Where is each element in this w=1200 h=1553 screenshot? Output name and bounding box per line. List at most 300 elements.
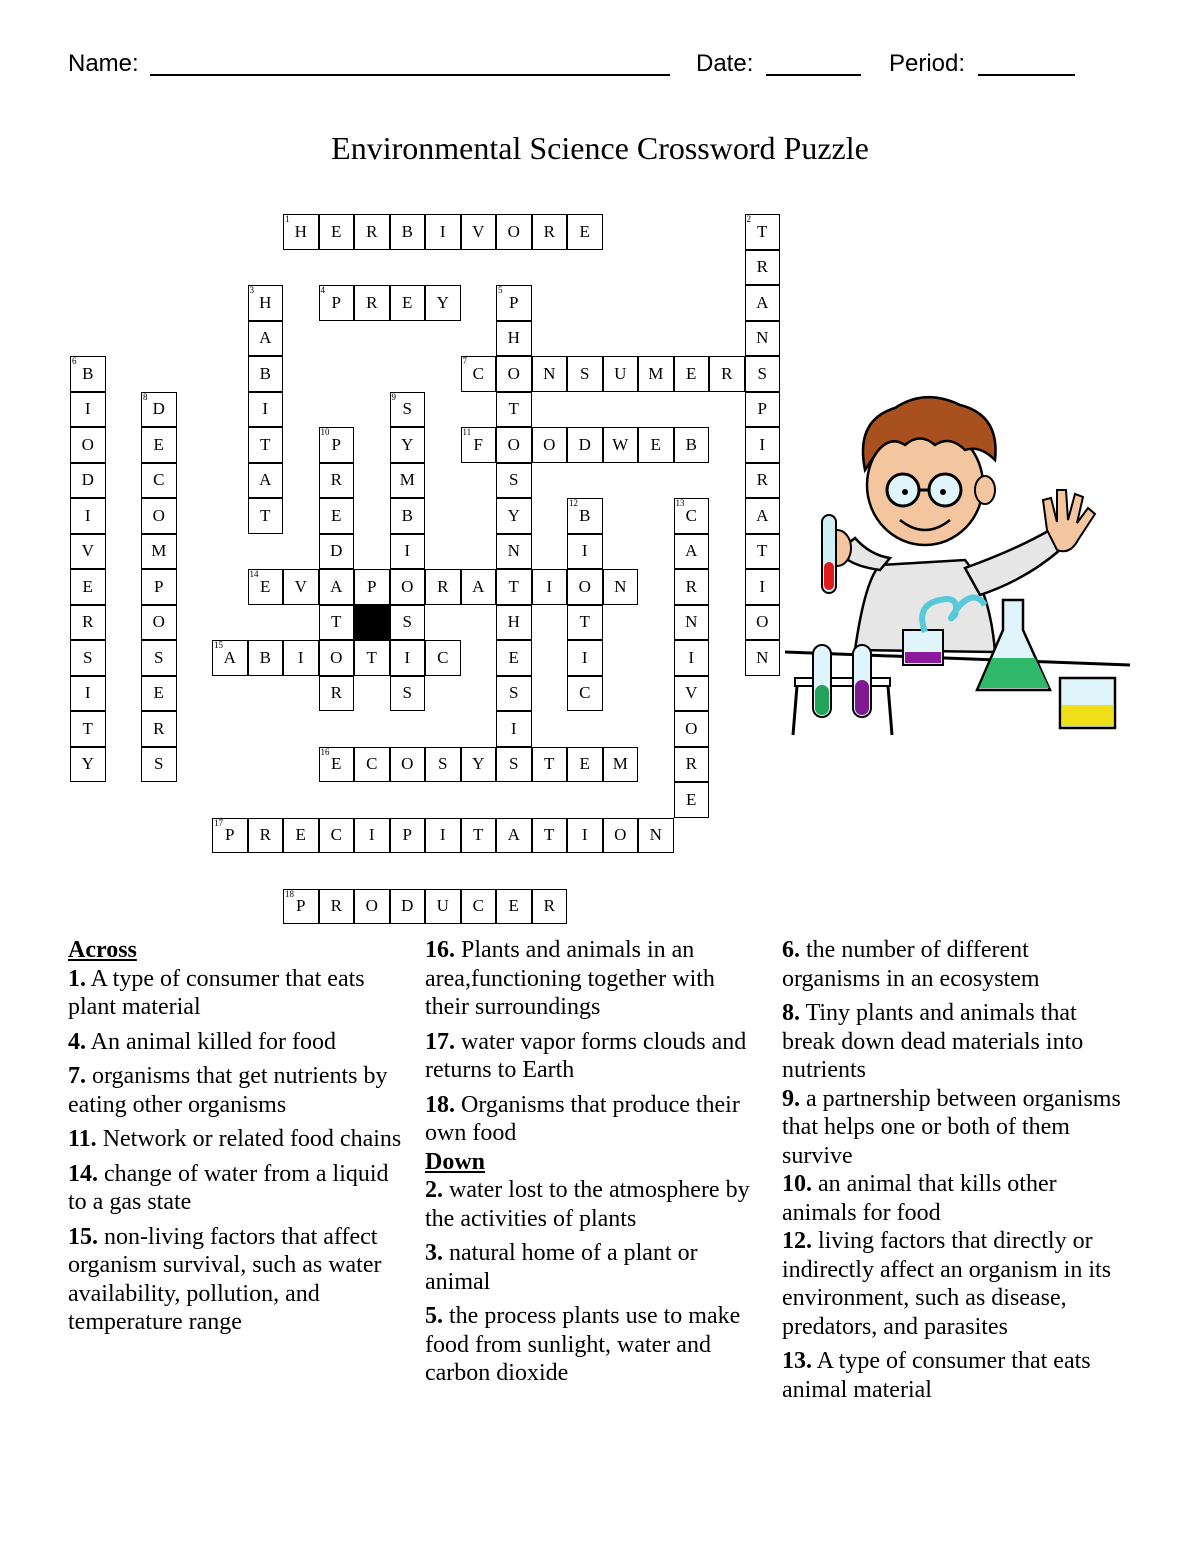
crossword-cell[interactable] — [674, 356, 710, 392]
crossword-cell[interactable] — [496, 676, 532, 712]
clue-down-8: 8. Tiny plants and animals that break down dead materials into nutrients — [782, 1000, 1084, 1083]
crossword-cell[interactable] — [212, 640, 248, 676]
cell-letter: H — [259, 292, 272, 312]
cell-letter: P — [331, 434, 341, 454]
clue-down-9: 9. a partnership between organisms that helps one or both of them survive — [782, 1085, 1121, 1169]
crossword-cell[interactable] — [390, 427, 426, 463]
cell-letter: T — [260, 434, 271, 454]
cell-letter: I — [404, 647, 411, 667]
crossword-cell[interactable] — [745, 214, 781, 250]
cell-letter: T — [544, 825, 555, 845]
crossword-cell[interactable] — [745, 605, 781, 641]
crossword-cell[interactable] — [354, 285, 390, 321]
crossword-cell[interactable] — [745, 250, 781, 286]
cell-letter: D — [578, 434, 591, 454]
crossword-cell[interactable] — [141, 605, 177, 641]
crossword-cell[interactable] — [745, 534, 781, 570]
cell-letter: E — [686, 363, 697, 383]
crossword-cell[interactable] — [461, 569, 497, 605]
crossword-cell[interactable] — [141, 463, 177, 499]
crossword-cell[interactable] — [496, 640, 532, 676]
cell-letter: I — [581, 541, 588, 561]
cell-letter: E — [295, 825, 306, 845]
cell-number: 16 — [320, 746, 330, 757]
clue-down-5: 5. the process plants use to make food from sunlight, water and carbon dioxide — [425, 1303, 741, 1386]
crossword-cell[interactable] — [141, 498, 177, 534]
crossword-cell[interactable] — [319, 463, 355, 499]
cell-letter: O — [578, 576, 591, 596]
cell-letter: P — [757, 399, 767, 419]
cell-letter: V — [81, 541, 94, 561]
crossword-cell[interactable] — [674, 605, 710, 641]
cell-letter: E — [650, 434, 661, 454]
cell-letter: B — [259, 363, 271, 383]
crossword-cell[interactable] — [248, 285, 284, 321]
crossword-cell[interactable] — [496, 711, 532, 747]
crossword-cell[interactable] — [425, 747, 461, 783]
clue-across-4: 4. An animal killed for food — [68, 1028, 336, 1055]
crossword-cell[interactable] — [603, 747, 639, 783]
cell-letter: T — [508, 576, 519, 596]
crossword-cell[interactable] — [567, 569, 603, 605]
cell-letter: E — [579, 754, 590, 774]
cell-number: 12 — [569, 498, 578, 508]
crossword-cell[interactable] — [496, 889, 532, 925]
cell-letter: R — [330, 683, 342, 703]
cell-letter: N — [543, 363, 556, 383]
cell-number: 15 — [214, 640, 223, 650]
cell-letter: O — [152, 505, 165, 525]
crossword-cell[interactable] — [567, 534, 603, 570]
cell-letter: Y — [401, 434, 414, 454]
crossword-cell[interactable] — [461, 356, 497, 392]
crossword-cell[interactable] — [390, 534, 426, 570]
date-label: Date: — [696, 50, 754, 77]
cell-letter: O — [507, 221, 520, 241]
cell-letter: T — [579, 612, 590, 632]
cell-letter: B — [401, 221, 413, 241]
cell-letter: S — [154, 647, 164, 667]
crossword-cell[interactable] — [496, 498, 532, 534]
crossword-cell[interactable] — [567, 356, 603, 392]
crossword-cell[interactable] — [532, 214, 568, 250]
crossword-cell[interactable] — [70, 747, 106, 783]
crossword-cell[interactable] — [674, 498, 710, 534]
crossword-cell[interactable] — [70, 605, 106, 641]
crossword-cell[interactable] — [461, 427, 497, 463]
crossword-cell[interactable] — [283, 818, 319, 854]
crossword-cell[interactable] — [319, 676, 355, 712]
cell-letter: C — [153, 470, 165, 490]
cell-letter: D — [401, 896, 414, 916]
cell-letter: P — [402, 825, 412, 845]
crossword-cell[interactable] — [496, 534, 532, 570]
cell-letter: I — [759, 434, 766, 454]
crossword-cell[interactable] — [354, 747, 390, 783]
cell-letter: C — [472, 363, 484, 383]
crossword-cell[interactable] — [496, 285, 532, 321]
crossword-cell[interactable] — [319, 818, 355, 854]
cell-letter: H — [294, 221, 307, 241]
crossword-cell[interactable] — [70, 463, 106, 499]
cell-letter: O — [365, 896, 378, 916]
cell-letter: O — [330, 647, 343, 667]
crossword-cell[interactable] — [141, 711, 177, 747]
crossword-cell[interactable] — [603, 427, 639, 463]
crossword-cell[interactable] — [425, 889, 461, 925]
crossword-cell[interactable] — [390, 463, 426, 499]
crossword-cell[interactable] — [141, 640, 177, 676]
cell-letter: O — [152, 612, 165, 632]
crossword-cell[interactable] — [745, 463, 781, 499]
cell-letter: R — [153, 718, 165, 738]
cell-letter: O — [685, 718, 698, 738]
cell-number: 4 — [320, 285, 325, 295]
cell-letter: I — [510, 718, 517, 738]
cell-letter: T — [366, 647, 377, 667]
cell-letter: S — [154, 754, 164, 774]
crossword-cell[interactable] — [532, 427, 568, 463]
cell-letter: I — [297, 647, 304, 667]
crossword-cell[interactable] — [496, 605, 532, 641]
crossword-cell[interactable] — [319, 498, 355, 534]
crossword-cell[interactable] — [567, 818, 603, 854]
crossword-cell[interactable] — [496, 321, 532, 357]
clue-across-18: 18. Organisms that produce their own food — [425, 1091, 740, 1146]
crossword-cell[interactable] — [248, 640, 284, 676]
crossword-cell[interactable] — [425, 214, 461, 250]
cell-letter: A — [756, 292, 769, 312]
crossword-cell[interactable] — [248, 818, 284, 854]
crossword-cell[interactable] — [461, 214, 497, 250]
clue-across-1: 1. A type of consumer that eats plant material — [68, 965, 365, 1020]
cell-letter: A — [472, 576, 485, 596]
crossword-cell[interactable] — [354, 640, 390, 676]
cell-letter: S — [509, 470, 519, 490]
crossword-cell[interactable] — [709, 356, 745, 392]
cell-number: 3 — [249, 285, 254, 295]
crossword-cell[interactable] — [638, 427, 674, 463]
cell-number: 1 — [285, 214, 290, 224]
crossword-cell[interactable] — [496, 427, 532, 463]
crossword-cell[interactable] — [70, 711, 106, 747]
crossword-cell[interactable] — [70, 427, 106, 463]
cell-letter: I — [759, 576, 766, 596]
crossword-cell[interactable] — [390, 214, 426, 250]
crossword-cell[interactable] — [390, 640, 426, 676]
down-heading: Down — [425, 1148, 486, 1175]
period-label: Period: — [889, 50, 966, 77]
crossword-cell[interactable] — [567, 427, 603, 463]
crossword-cell[interactable] — [496, 356, 532, 392]
crossword-cell[interactable] — [390, 747, 426, 783]
cell-letter: E — [579, 221, 590, 241]
cell-letter: I — [581, 647, 588, 667]
crossword-cell[interactable] — [319, 427, 355, 463]
cell-letter: N — [507, 541, 520, 561]
crossword-cell[interactable] — [745, 498, 781, 534]
crossword-cell[interactable] — [461, 889, 497, 925]
crossword-cell[interactable] — [248, 392, 284, 428]
cell-number: 18 — [285, 888, 294, 899]
clue-down-3: 3. natural home of a plant or animal — [425, 1240, 698, 1295]
crossword-cell[interactable] — [141, 534, 177, 570]
crossword-cell[interactable] — [532, 356, 568, 392]
cell-number: 8 — [143, 391, 148, 402]
cell-letter: I — [404, 541, 411, 561]
crossword-cell[interactable] — [70, 498, 106, 534]
cell-letter: R — [82, 612, 94, 632]
cell-letter: T — [757, 541, 768, 561]
crossword-cell[interactable] — [354, 889, 390, 925]
crossword-cell[interactable] — [248, 321, 284, 357]
cell-number: 17 — [214, 817, 223, 828]
cell-letter: B — [259, 647, 271, 667]
cell-letter: S — [580, 363, 590, 383]
cell-letter: M — [399, 470, 415, 490]
crossword-cell[interactable] — [425, 818, 461, 854]
clue-down-2: 2. water lost to the atmosphere by the activities of plants — [425, 1177, 750, 1232]
cell-letter: R — [543, 221, 555, 241]
crossword-cell[interactable] — [603, 356, 639, 392]
cell-letter: A — [756, 505, 769, 525]
crossword-cell[interactable] — [674, 534, 710, 570]
clue-down-6: 6. the number of different organisms in an ecosystem — [782, 937, 1040, 992]
crossword-cell[interactable] — [319, 569, 355, 605]
cell-letter: N — [614, 576, 627, 596]
cell-letter: V — [294, 576, 307, 596]
crossword-cell[interactable] — [70, 534, 106, 570]
cell-letter: E — [260, 576, 271, 596]
cell-letter: O — [401, 576, 414, 596]
cell-letter: I — [84, 505, 91, 525]
cell-letter: I — [546, 576, 553, 596]
cell-letter: A — [259, 470, 272, 490]
crossword-cell[interactable] — [496, 392, 532, 428]
crossword-cell[interactable] — [567, 605, 603, 641]
crossword-cell[interactable] — [319, 214, 355, 250]
crossword-cell[interactable] — [674, 747, 710, 783]
clue-across-11: 11. Network or related food chains — [68, 1126, 402, 1152]
crossword-cell[interactable] — [390, 818, 426, 854]
cell-letter: T — [260, 505, 271, 525]
crossword-cell[interactable] — [354, 569, 390, 605]
crossword-cell[interactable] — [461, 818, 497, 854]
crossword-cell[interactable] — [567, 640, 603, 676]
cell-letter: S — [402, 612, 412, 632]
crossword-cell[interactable] — [638, 818, 674, 854]
cell-letter: I — [84, 399, 91, 419]
crossword-cell[interactable] — [70, 392, 106, 428]
crossword-cell[interactable] — [390, 392, 426, 428]
crossword-cell[interactable] — [425, 285, 461, 321]
crossword-cell[interactable] — [319, 640, 355, 676]
crossword-cell[interactable] — [283, 569, 319, 605]
clue-down-12: 12. living factors that directly or indirectly affect an organism in its environment, such as disease, predators, and parasites — [782, 1228, 1112, 1340]
cell-letter: T — [473, 825, 484, 845]
crossword-cell[interactable] — [567, 747, 603, 783]
crossword-cell[interactable] — [425, 640, 461, 676]
cell-letter: T — [508, 399, 519, 419]
crossword-cell[interactable] — [319, 534, 355, 570]
crossword-cell[interactable] — [70, 569, 106, 605]
cell-letter: D — [81, 470, 94, 490]
crossword-cell[interactable] — [567, 214, 603, 250]
crossword-cell[interactable] — [425, 569, 461, 605]
cell-letter: R — [543, 896, 555, 916]
cell-letter: I — [439, 221, 446, 241]
cell-letter: B — [579, 505, 591, 525]
cell-number: 5 — [498, 285, 503, 295]
cell-letter: E — [508, 647, 519, 667]
crossword-cell[interactable] — [390, 676, 426, 712]
crossword-cell[interactable] — [496, 747, 532, 783]
name-label: Name: — [68, 50, 139, 77]
across-heading: Across — [68, 937, 137, 963]
crossword-cell[interactable] — [70, 356, 106, 392]
crossword-cell[interactable] — [319, 285, 355, 321]
cell-letter: R — [366, 292, 378, 312]
cell-letter: A — [330, 576, 343, 596]
cell-letter: R — [721, 363, 733, 383]
cell-letter: I — [688, 647, 695, 667]
cell-letter: S — [402, 399, 412, 419]
crossword-cell[interactable] — [141, 747, 177, 783]
cell-letter: E — [331, 754, 342, 774]
crossword-cell[interactable] — [532, 747, 568, 783]
cell-letter: Y — [436, 292, 449, 312]
clue-across-14: 14. change of water from a liquid to a gas state — [68, 1160, 389, 1215]
crossword-cell[interactable] — [248, 427, 284, 463]
crossword-cell[interactable] — [390, 569, 426, 605]
cell-letter: H — [507, 612, 520, 632]
cell-letter: S — [509, 754, 519, 774]
crossword-cell[interactable] — [674, 711, 710, 747]
cell-letter: A — [685, 541, 698, 561]
crossword-cell[interactable] — [319, 747, 355, 783]
crossword-cell[interactable] — [674, 782, 710, 818]
crossword-cell[interactable] — [248, 463, 284, 499]
cell-letter: E — [686, 789, 697, 809]
clue-across-16: 16. Plants and animals in an area,functioning together with their surroundings — [425, 937, 715, 1020]
crossword-cell[interactable] — [745, 427, 781, 463]
crossword-cell[interactable] — [212, 818, 248, 854]
crossword-cell[interactable] — [141, 427, 177, 463]
crossword-cell[interactable] — [248, 569, 284, 605]
crossword-cell[interactable] — [745, 356, 781, 392]
crossword-cell[interactable] — [674, 676, 710, 712]
cell-letter: S — [757, 363, 767, 383]
crossword-cell[interactable] — [532, 889, 568, 925]
cell-letter: E — [153, 434, 164, 454]
cell-letter: E — [331, 505, 342, 525]
cell-letter: P — [296, 896, 306, 916]
crossword-cell[interactable] — [248, 356, 284, 392]
crossword-cell[interactable] — [248, 498, 284, 534]
crossword-cell[interactable] — [319, 889, 355, 925]
crossword-cell[interactable] — [141, 676, 177, 712]
crossword-cell[interactable] — [745, 640, 781, 676]
cell-letter: M — [612, 754, 628, 774]
crossword-cell[interactable] — [745, 321, 781, 357]
cell-letter: I — [262, 399, 269, 419]
crossword-cell[interactable] — [70, 640, 106, 676]
clue-down-10: 10. an animal that kills other animals for food — [782, 1171, 1057, 1226]
crossword-cell[interactable] — [283, 214, 319, 250]
crossword-cell[interactable] — [496, 569, 532, 605]
crossword-cell[interactable] — [745, 569, 781, 605]
cell-letter: P — [225, 825, 235, 845]
cell-letter: P — [367, 576, 377, 596]
crossword-cell[interactable] — [390, 285, 426, 321]
cell-letter: V — [685, 683, 698, 703]
cell-letter: A — [259, 328, 272, 348]
crossword-cell[interactable] — [390, 498, 426, 534]
crossword-cell[interactable] — [532, 569, 568, 605]
crossword-cell[interactable] — [496, 214, 532, 250]
cell-number: 14 — [249, 569, 259, 579]
cell-letter: P — [154, 576, 164, 596]
crossword-cell[interactable] — [745, 392, 781, 428]
cell-letter: Y — [472, 754, 485, 774]
cell-letter: P — [331, 292, 341, 312]
crossword-cell[interactable] — [567, 498, 603, 534]
scientist-with-test-tubes-icon — [785, 390, 1130, 740]
crossword-cell[interactable] — [283, 640, 319, 676]
cell-letter: E — [82, 576, 93, 596]
crossword-black-cell — [354, 605, 390, 641]
crossword-cell[interactable] — [283, 889, 319, 925]
crossword-cell[interactable] — [603, 569, 639, 605]
cell-letter: T — [757, 221, 768, 241]
crossword-cell[interactable] — [390, 889, 426, 925]
cell-letter: O — [81, 434, 94, 454]
cell-letter: R — [756, 470, 768, 490]
crossword-cell[interactable] — [638, 356, 674, 392]
crossword-cell[interactable] — [603, 818, 639, 854]
clue-across-17: 17. water vapor forms clouds and returns to Earth — [425, 1028, 747, 1083]
cell-letter: R — [756, 257, 768, 277]
crossword-cell[interactable] — [141, 392, 177, 428]
crossword-cell[interactable] — [674, 427, 710, 463]
cell-letter: O — [401, 754, 414, 774]
crossword-cell[interactable] — [674, 569, 710, 605]
crossword-cell[interactable] — [496, 463, 532, 499]
crossword-cell[interactable] — [745, 285, 781, 321]
crossword-cell[interactable] — [141, 569, 177, 605]
crossword-cell[interactable] — [532, 818, 568, 854]
cell-letter: N — [756, 328, 769, 348]
crossword-cell[interactable] — [70, 676, 106, 712]
cell-letter: R — [330, 470, 342, 490]
cell-letter: I — [439, 825, 446, 845]
cell-letter: H — [507, 328, 520, 348]
crossword-cell[interactable] — [390, 605, 426, 641]
cell-letter: R — [437, 576, 449, 596]
crossword-cell[interactable] — [567, 676, 603, 712]
cell-letter: A — [507, 825, 520, 845]
cell-letter: U — [436, 896, 449, 916]
crossword-cell[interactable] — [674, 640, 710, 676]
crossword-cell[interactable] — [461, 747, 497, 783]
crossword-cell[interactable] — [354, 818, 390, 854]
crossword-cell[interactable] — [354, 214, 390, 250]
crossword-cell[interactable] — [496, 818, 532, 854]
clue-across-7: 7. organisms that get nutrients by eating other organisms — [68, 1063, 388, 1118]
cell-letter: S — [402, 683, 412, 703]
crossword-cell[interactable] — [319, 605, 355, 641]
cell-number: 13 — [675, 498, 685, 508]
